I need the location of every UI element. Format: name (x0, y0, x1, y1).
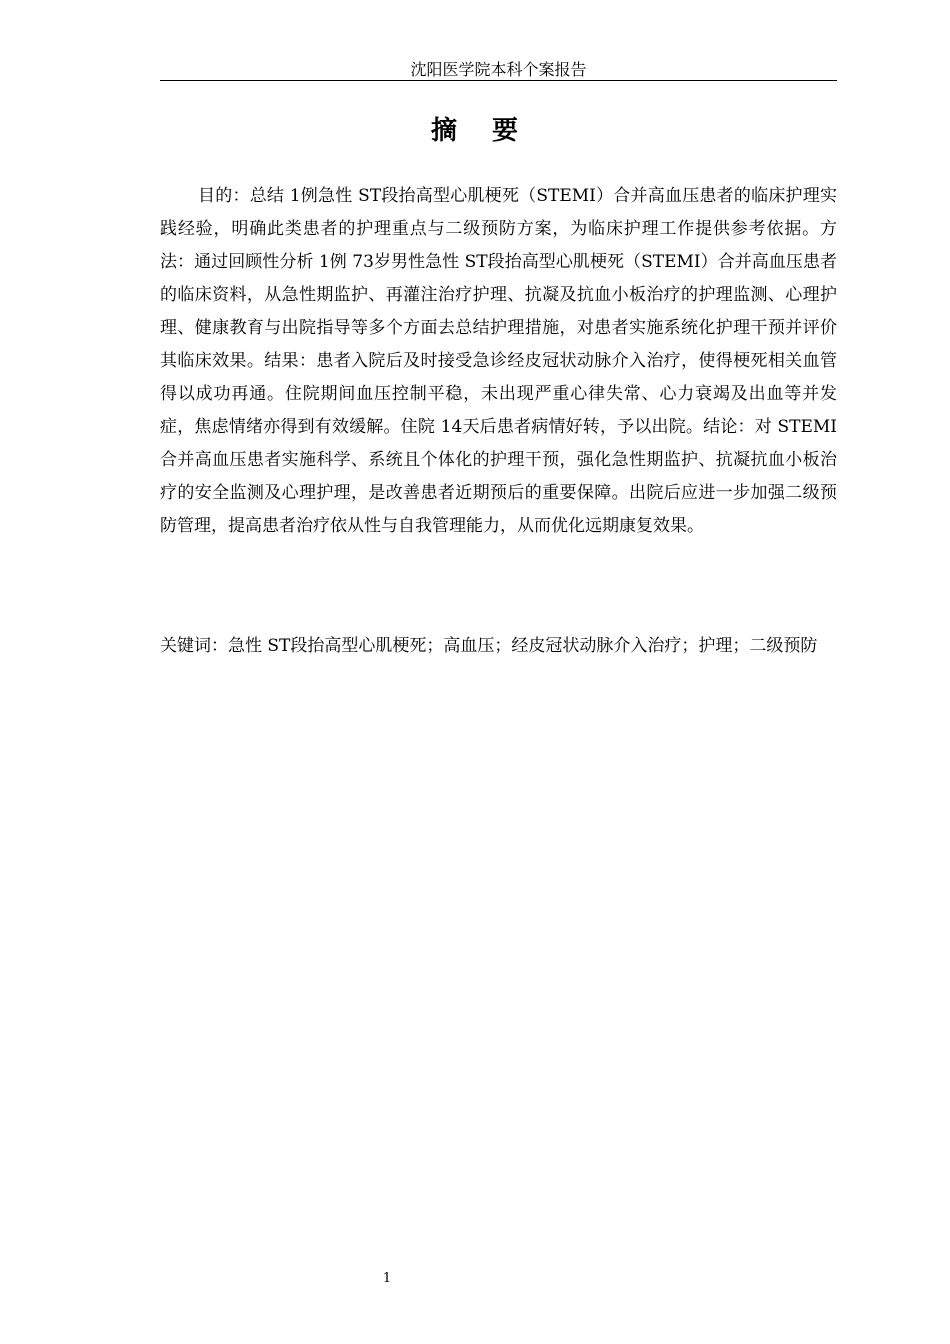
page-header (160, 60, 837, 81)
abstract-paragraph (160, 180, 837, 543)
page-title (0, 113, 950, 149)
methods-text: 通过回顾性分析 1例 73岁男性急性 ST段抬高型心肌梗死（STEMI）合并高血压患者的临床资料，从急性期监护、再灌注治疗护理、抗凝及抗血小板治疗的护理监测、心理护理、健康教育与出院指导等多个方面去总结护理措施，对患者实施系统化护理干预并评价其临床效果。 (160, 252, 838, 371)
methods-label: 方法： (160, 219, 837, 272)
conclusion-label: 结论： (703, 417, 755, 437)
keywords-paragraph (160, 630, 837, 663)
page-number: 1 (382, 1271, 392, 1286)
header-text: 沈阳医学院本科个案报告 (410, 60, 587, 79)
results-label: 结果： (264, 351, 317, 371)
keywords-label: 关键词： (160, 636, 228, 656)
keywords-text: 急性 ST段抬高型心肌梗死；高血压；经皮冠状动脉介入治疗；护理；二级预防 (228, 636, 818, 656)
title-char-2: 要 (492, 116, 520, 146)
objective-label: 目的： (198, 186, 250, 206)
title-char-1: 摘 (430, 116, 458, 146)
conclusion-text: 对 STEMI合并高血压患者实施科学、系统且个体化的护理干预，强化急性期监护、抗凝抗血小板治疗的安全监测及心理护理，是改善患者近期预后的重要保障。出院后应进一步加强二级预防管理，提高患者治疗依从性与自我管理能力，从而优化远期康复效果。 (160, 417, 838, 536)
objective-text: 总结 1例急性 ST段抬高型心肌梗死（STEMI）合并高血压患者的临床护理实践经验，明确此类患者的护理重点与二级预防方案，为临床护理工作提供参考依据。 (160, 186, 838, 239)
results-text: 患者入院后及时接受急诊经皮冠状动脉介入治疗，使得梗死相关血管得以成功再通。住院期间血压控制平稳，未出现严重心律失常、心力衰竭及出血等并发症，焦虑情绪亦得到有效缓解。住院 14天后患者病情好转，予以出院。 (160, 351, 838, 437)
